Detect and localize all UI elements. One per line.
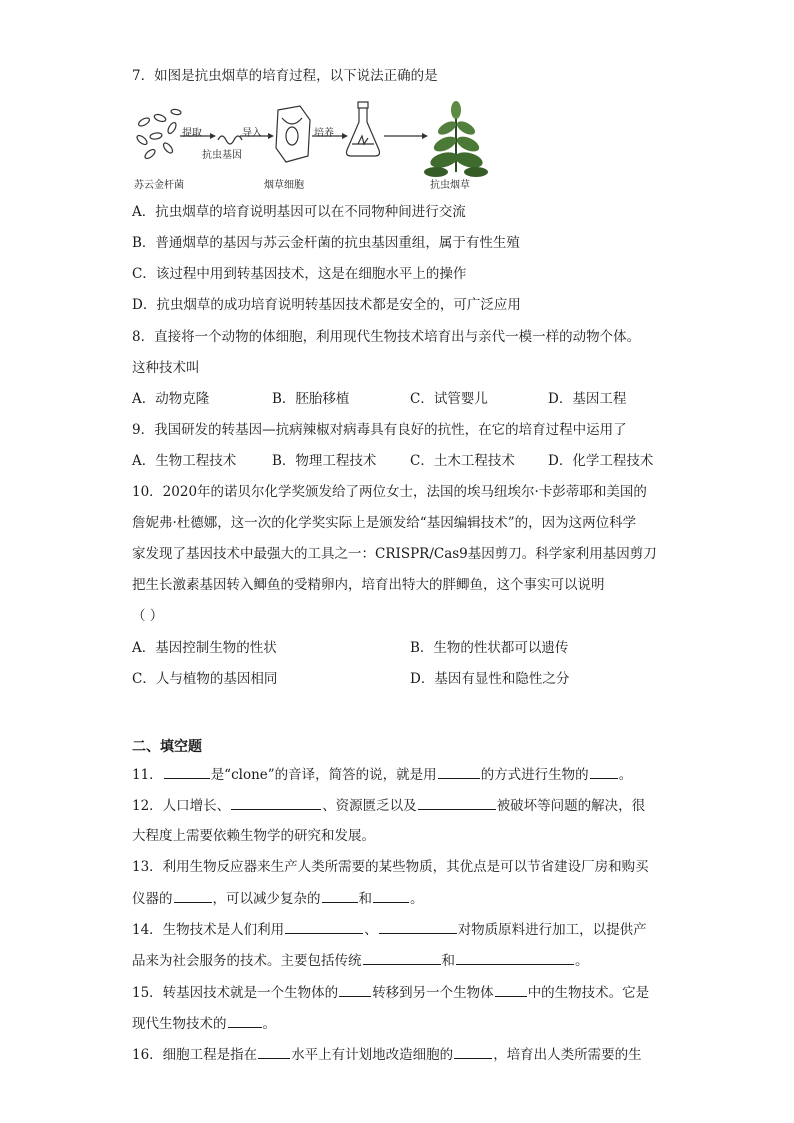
q15-blank-1[interactable] [339, 982, 371, 997]
q14-blank-3[interactable] [363, 950, 441, 965]
q10-answer-bracket: （ ） [132, 608, 164, 624]
q13-line1: 13．利用生物反应器来生产人类所需要的某些物质，其优点是可以节省建设厂房和购买 [132, 859, 649, 875]
q14-line2: 品来为社会服务的技术。主要包括传统 和 。 [132, 950, 589, 971]
section-title: 二、填空题 [132, 739, 202, 755]
label-bacteria: 苏云金杆菌 [134, 180, 184, 191]
label-gene: 抗虫基因 [202, 150, 242, 161]
label-plant: 抗虫烟草 [430, 180, 470, 191]
label-cell: 烟草细胞 [264, 180, 304, 191]
bacteria-icon [135, 109, 181, 160]
q14-blank-1[interactable] [285, 919, 363, 934]
label-culture: 培养 [314, 128, 334, 139]
q13-blank-3[interactable] [373, 888, 409, 903]
cell-icon [276, 106, 310, 162]
label-extract: 提取 [182, 128, 202, 139]
flask-icon [347, 102, 380, 156]
q13-line2: 仪器的 ，可以减少复杂的 和 。 [132, 888, 424, 909]
q12-line1: 12．人口增长、 、资源匮乏以及 被破坏等问题的解决，很 [132, 795, 645, 816]
q7-option-a[interactable]: A．抗虫烟草的培育说明基因可以在不同物种间进行交流 [132, 204, 466, 220]
q10-option-d[interactable]: D．基因有显性和隐性之分 [410, 671, 570, 687]
q10-stem-line2: 詹妮弗·杜德娜，这一次的化学奖实际上是颁发给“基因编辑技术”的，因为这两位科学 [132, 515, 637, 531]
q15-blank-3[interactable] [228, 1013, 262, 1028]
q12-blank-2[interactable] [418, 795, 496, 810]
q8-stem-line2: 这种技术叫 [132, 360, 200, 376]
tobacco-plant-icon [424, 101, 488, 177]
q9-option-d[interactable]: D．化学工程技术 [548, 453, 654, 469]
q9-option-a[interactable]: A．生物工程技术 [132, 453, 237, 469]
q9-stem: 9．我国研发的转基因—抗病辣椒对病毒具有良好的抗性，在它的培育过程中运用了 [132, 422, 627, 438]
q15-line1: 15．转基因技术就是一个生物体的 转移到另一个生物体 中的生物技术。它是 [132, 982, 649, 1003]
label-import: 导入 [242, 128, 262, 139]
q16-blank-2[interactable] [454, 1044, 492, 1059]
q9-option-b[interactable]: B．物理工程技术 [272, 453, 377, 469]
q8-option-b[interactable]: B．胚胎移植 [272, 391, 350, 407]
q10-stem-line1: 10．2020年的诺贝尔化学奖颁发给了两位女士，法国的埃马纽埃尔·卡彭蒂耶和美国的 [132, 484, 647, 500]
q10-option-c[interactable]: C．人与植物的基因相同 [132, 671, 278, 687]
q16-blank-1[interactable] [258, 1044, 290, 1059]
q12-line2: 大程度上需要依赖生物学的研究和发展。 [132, 828, 375, 844]
q15-blank-2[interactable] [495, 982, 527, 997]
q8-option-a[interactable]: A．动物克隆 [132, 391, 210, 407]
q14-blank-2[interactable] [379, 919, 457, 934]
q7-option-c[interactable]: C．该过程中用到转基因技术，这是在细胞水平上的操作 [132, 266, 467, 282]
q13-blank-2[interactable] [322, 888, 358, 903]
q8-stem-line1: 8．直接将一个动物的体细胞，利用现代生物技术培育出与亲代一模一样的动物个体。 [132, 329, 641, 345]
arrow-icon [384, 133, 428, 139]
q13-blank-1[interactable] [174, 888, 212, 903]
q10-stem-line3: 家发现了基因技术中最强大的工具之一：CRISPR/Cas9基因剪刀。科学家利用基因剪刀 [132, 546, 657, 562]
q14-line1: 14．生物技术是人们利用 、 对物质原料进行加工，以提供产 [132, 919, 647, 940]
q8-option-c[interactable]: C．试管婴儿 [410, 391, 488, 407]
q11-blank-1[interactable] [164, 764, 210, 779]
q9-option-c[interactable]: C．土木工程技术 [410, 453, 515, 469]
q12-blank-1[interactable] [231, 795, 321, 810]
q10-option-b[interactable]: B．生物的性状都可以遗传 [410, 640, 569, 656]
gene-icon [218, 136, 242, 144]
q7-option-d[interactable]: D．抗虫烟草的成功培育说明转基因技术都是安全的，可广泛应用 [132, 297, 521, 313]
q15-line2: 现代生物技术的 。 [132, 1013, 276, 1034]
q11-blank-2[interactable] [438, 764, 480, 779]
q11-blank-3[interactable] [590, 764, 618, 779]
q8-option-d[interactable]: D．基因工程 [548, 391, 627, 407]
q7-stem: 7．如图是抗虫烟草的培育过程，以下说法正确的是 [132, 68, 438, 84]
q16-line1: 16．细胞工程是指在 水平上有计划地改造细胞的 ，培育出人类所需要的生 [132, 1044, 642, 1065]
q10-stem-line4: 把生长激素基因转入鲫鱼的受精卵内，培育出特大的胖鲫鱼，这个事实可以说明 [132, 577, 605, 593]
q7-diagram [132, 98, 492, 190]
q10-option-a[interactable]: A．基因控制生物的性状 [132, 640, 277, 656]
q7-option-b[interactable]: B．普通烟草的基因与苏云金杆菌的抗虫基因重组，属于有性生殖 [132, 235, 520, 251]
q11-line: 11． 是“clone”的音译，简答的说，就是用 的方式进行生物的 。 [132, 764, 632, 785]
q14-blank-4[interactable] [456, 950, 574, 965]
